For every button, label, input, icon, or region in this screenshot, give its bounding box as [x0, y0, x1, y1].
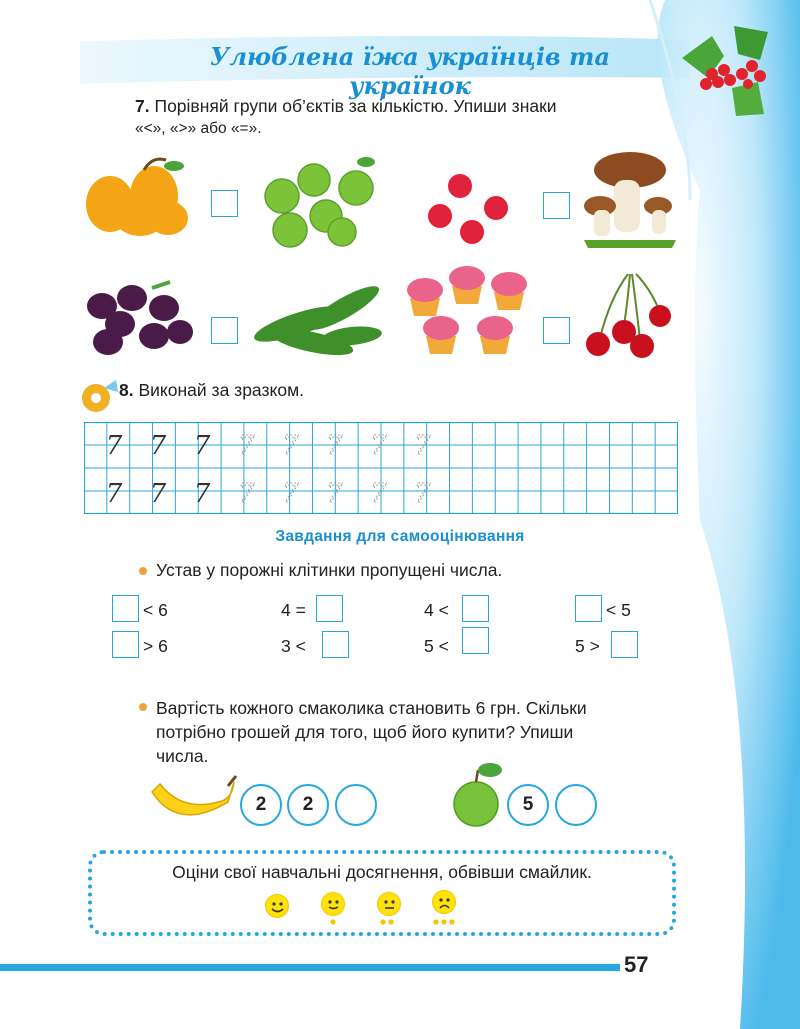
cucumbers-illustration: [250, 280, 386, 360]
cherries-illustration: [580, 268, 674, 364]
ineq-r1c1: < 6: [143, 600, 168, 620]
handwriting-digit: 7: [369, 479, 387, 509]
task-8: [119, 380, 304, 401]
pears-illustration: [82, 152, 200, 236]
ineq-box-r1c3[interactable]: [462, 595, 489, 622]
price-circle-apple-empty[interactable]: [555, 784, 597, 826]
task-7-text-line2: «<», «>» або «=».: [135, 120, 262, 137]
ineq-box-r2c2[interactable]: [322, 631, 349, 658]
self-bullet-2-line1: Вартість кожного смаколика становить 6 грн. Скільки: [156, 698, 587, 718]
task-7: [135, 94, 675, 140]
ineq-r1c2: 4 =: [281, 600, 306, 620]
mushrooms-illustration: [580, 150, 680, 252]
handwriting-digit: 7: [237, 479, 255, 509]
handwriting-digit: 7: [237, 431, 255, 461]
self-bullet-2-line3: числа.: [156, 746, 209, 766]
handwriting-digit: 7: [369, 431, 387, 461]
ineq-box-r1c4[interactable]: [575, 595, 602, 622]
handwriting-digit: 7: [325, 479, 343, 509]
handwriting-digit: 7: [149, 479, 167, 509]
handwriting-digit: 7: [149, 431, 167, 461]
cupcakes-illustration: [402, 252, 542, 364]
page-header: [150, 42, 670, 100]
page-title: Улюблена їжа українців та українок: [209, 42, 610, 100]
smiley-dots-decoration: [310, 916, 470, 930]
donut-icon: [80, 376, 120, 414]
bullet-dot: [139, 567, 147, 575]
handwriting-digit: 7: [281, 479, 299, 509]
bullet-dot: [139, 703, 147, 711]
ineq-box-r1c2[interactable]: [316, 595, 343, 622]
handwriting-digit: 7: [325, 431, 343, 461]
handwriting-digit: 7: [193, 479, 211, 509]
ineq-r2c3: 5 <: [424, 636, 449, 656]
smiley-content-icon[interactable]: [321, 892, 345, 916]
ineq-r2c1: > 6: [143, 636, 168, 656]
task-7-number: 7.: [135, 96, 150, 116]
handwriting-digit: 7: [413, 431, 431, 461]
self-bullet-2-line2: потрібно грошей для того, щоб його купити? Упиши: [156, 722, 574, 742]
raspberries-illustration: [420, 170, 520, 250]
assessment-text: Оціни свої навчальні досягнення, обвівши смайлик.: [172, 862, 592, 882]
task-8-text: Виконай за зразком.: [138, 380, 304, 400]
handwriting-digit: 7: [105, 431, 123, 461]
ineq-box-r2c4[interactable]: [611, 631, 638, 658]
handwriting-grid: [84, 422, 678, 514]
ineq-box-r2c3[interactable]: [462, 627, 489, 654]
apples-illustration: [260, 152, 378, 248]
price-circle-banana-2: 2: [287, 784, 329, 826]
ineq-r1c3: 4 <: [424, 600, 449, 620]
ineq-box-r1c1[interactable]: [112, 595, 139, 622]
smiley-happy-icon[interactable]: [265, 894, 289, 918]
compare-box-3[interactable]: [211, 317, 238, 344]
task-7-text-line1: Порівняй групи об’єктів за кількістю. Упиши знаки: [154, 96, 557, 116]
handwriting-digit: 7: [281, 431, 299, 461]
banana-illustration: [148, 772, 238, 832]
price-circle-apple-1: 5: [507, 784, 549, 826]
ineq-r2c2: 3 <: [281, 636, 306, 656]
viburnum-berries-illustration: [672, 18, 784, 122]
price-circle-banana-empty[interactable]: [335, 784, 377, 826]
plums-illustration: [80, 280, 202, 362]
smiley-sad-icon[interactable]: [432, 890, 456, 914]
handwriting-digit: 7: [193, 431, 211, 461]
compare-box-1[interactable]: [211, 190, 238, 217]
handwriting-digit: 7: [105, 479, 123, 509]
smiley-neutral-icon[interactable]: [377, 892, 401, 916]
compare-box-4[interactable]: [543, 317, 570, 344]
ineq-r1c4: < 5: [606, 600, 631, 620]
self-assessment-title: Завдання для самооцінювання: [275, 528, 525, 545]
self-assessment-title-wrap: [0, 528, 800, 546]
ineq-box-r2c1[interactable]: [112, 631, 139, 658]
handwriting-digit: 7: [413, 479, 431, 509]
compare-box-2[interactable]: [543, 192, 570, 219]
price-circle-banana-1: 2: [240, 784, 282, 826]
ineq-r2c4: 5 >: [575, 636, 600, 656]
green-apple-illustration: [452, 760, 506, 830]
task-8-number: 8.: [119, 380, 134, 400]
page-number: 57: [624, 952, 649, 977]
self-bullet-1: Устав у порожні клітинки пропущені числа.: [156, 560, 503, 580]
self-bullet-2: [156, 696, 676, 768]
